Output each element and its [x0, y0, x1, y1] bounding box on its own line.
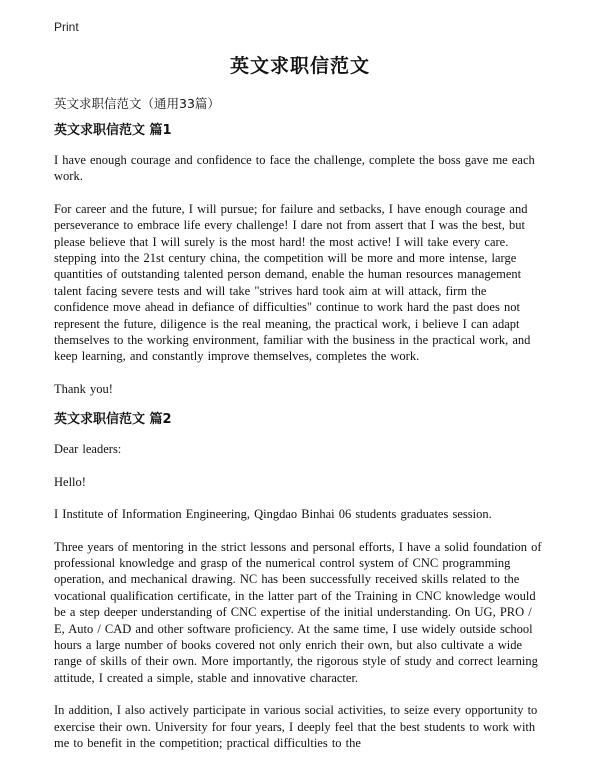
document-body: [54, 122, 542, 767]
paragraph: In addition, I also actively participate in various social activities, to seize every opportunity to exercise their own. University for four years, I deeply feel that the best students to work with me to benefit in the competition; practical difficulties to the: [54, 703, 538, 750]
paragraph: Dear leaders:: [54, 442, 122, 457]
section-heading: 英文求职信范文 篇2: [54, 412, 172, 428]
print-link[interactable]: Print: [54, 20, 79, 34]
document-title: 英文求职信范文: [229, 55, 370, 77]
paragraph: Three years of mentoring in the strict lessons and personal efforts, I have a solid foundation of professional knowledge and grasp of the numerical control system of CNC programming operation, and mechanical drawing. NC has been successfully received skills related to the vocational qualification certificate, in the latter part of the Training in CNC knowledge would be a step deeper understanding of CNC expertise of the initial understanding. On UG, PRO / E, Auto / CAD and other software proficiency. At the same time, I use widely outside school hours a large number of books covered not only enrich their own, but also cultivate a wide range of skills of their own. More importantly, the rigorous style of study and correct learning attitude, I created a simple, stable and innovative character.: [54, 539, 542, 685]
paragraph: I Institute of Information Engineering, Qingdao Binhai 06 students graduates session.: [54, 507, 492, 522]
paragraph: Thank you!: [54, 381, 113, 396]
section-heading: 英文求职信范文 篇1: [54, 123, 172, 138]
paragraph: I have enough courage and confidence to face the challenge, complete the boss gave me each work.: [54, 153, 535, 184]
paragraph: For career and the future, I will pursue; for failure and setbacks, I have enough courage and perseverance to embrace life every challenge! I dare not from assert that I was the best, but please believe that I will surely is the most hard! the most active! I will take every care. stepping into the 21st century china, the competition will be more and more intense, large quantities of outstanding talented person demand, enable the human resources management talent facing severe tests and will take "strives hard took aim at will attack, firm the confidence move ahead in defiance of difficulties" continue to work hard the past does not represent the future, diligence is the real meaning, the practical work, i believe I can adapt themselves to the working environment, familiar with the business in the practical work, and keep learning, and constantly improve themselves, completes the work.: [54, 201, 531, 364]
document-subtitle: 英文求职信范文（通用33篇）: [54, 96, 220, 111]
paragraph: Hello!: [54, 474, 86, 489]
